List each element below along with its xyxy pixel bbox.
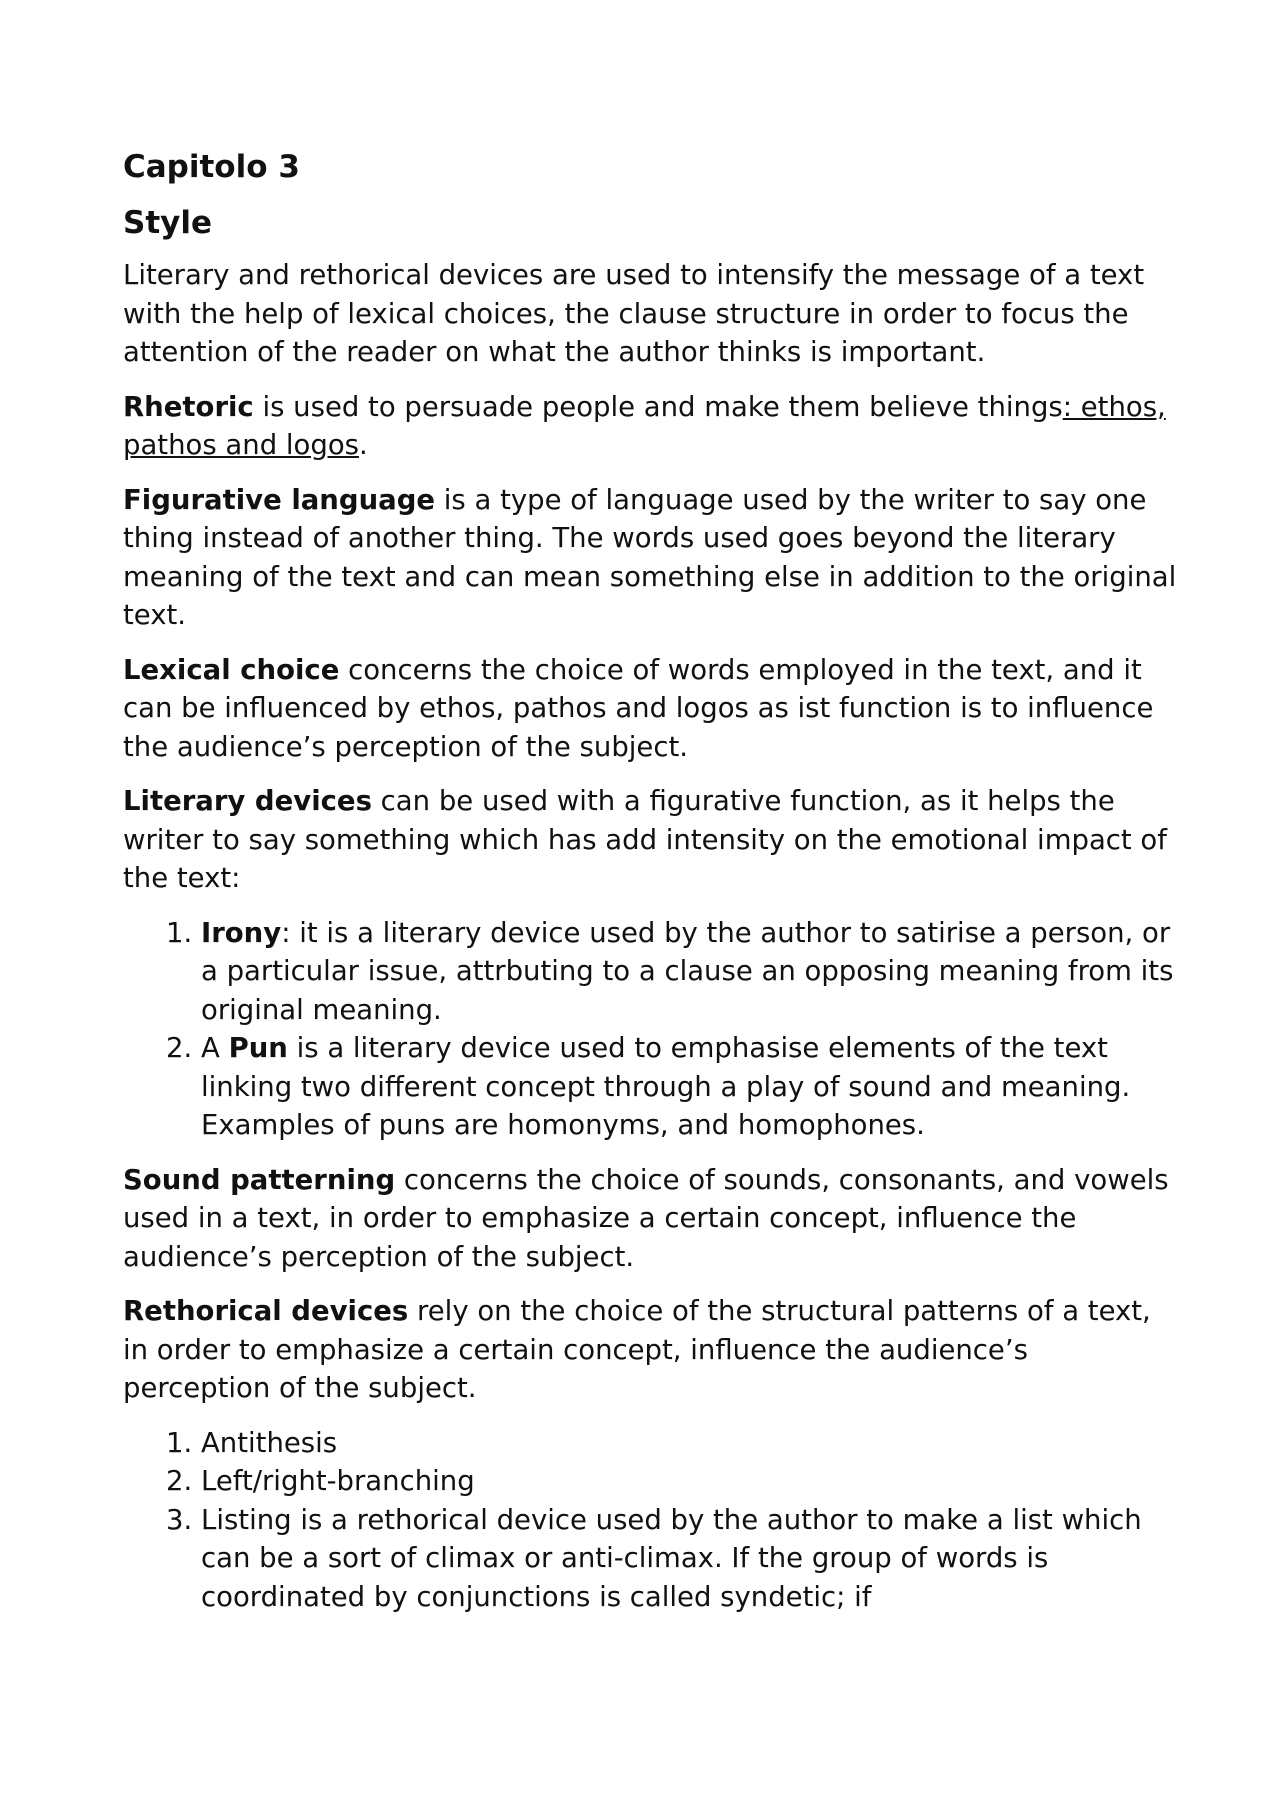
- intro-paragraph: Literary and rethorical devices are used to intensify the message of a text with the help of lexical choices, the clause structure in order to focus the attention of the reader on what the author thinks is important.: [123, 259, 1145, 368]
- sound-text: concerns the choice of sounds, consonants, and vowels used in a text, in order to emphasize a certain concept, influence the audience’s perception of the subject.: [123, 1163, 1169, 1273]
- section-title: Style: [123, 205, 213, 241]
- irony-term: Irony: [201, 916, 282, 949]
- lexical-text: concerns the choice of words employed in the text, and it can be influenced by ethos, pathos and logos as ist function is to influence the audience’s perception of the subject.: [123, 653, 1154, 763]
- sound-term: Sound patterning: [123, 1163, 396, 1196]
- rhetoric-end: .: [358, 429, 368, 461]
- rhetoric-text: is used to persuade people and make them believe things: [253, 390, 1063, 423]
- literary-term: Literary devices: [123, 785, 372, 817]
- list-item: 3. Listing is a rethorical device used by the author to make a list which can be a sort of climax or anti-climax. If the group of words is coordinated by conjunctions is called syndetic; if: [201, 1501, 1183, 1617]
- list-item: 2. A Pun is a literary device used to emphasise elements of the text linking two different concept through a play of sound and meaning. Examples of puns are homonyms, and homophones.: [201, 1029, 1183, 1145]
- document-page: [123, 148, 1183, 1632]
- rethorical-paragraph: [123, 1292, 1183, 1408]
- figurative-term: Figurative language: [123, 483, 436, 516]
- literary-devices-list: [123, 914, 1183, 1145]
- literary-text: can be used with a figurative function, as it helps the writer to say something which has add intensity on the emotional impact of the text:: [123, 785, 1167, 894]
- figurative-text: is a type of language used by the writer to say one thing instead of another thing. The words used goes beyond the literary meaning of the text and can mean something else in addition to the original text.: [123, 483, 1177, 631]
- figurative-paragraph: [123, 481, 1183, 635]
- sound-paragraph: [123, 1161, 1183, 1277]
- rethorical-text: rely on the choice of the structural patterns of a text, in order to emphasize a certain concept, influence the audience’s perception of the subject.: [123, 1295, 1151, 1404]
- chapter-heading: Capitolo 3: [123, 149, 300, 185]
- rethorical-term: Rethorical devices: [123, 1295, 409, 1327]
- list-item: 2. Left/right-branching: [201, 1462, 1183, 1501]
- rethorical-devices-list: [123, 1424, 1183, 1617]
- lexical-term: Lexical choice: [123, 653, 340, 686]
- list-item: 1. Antithesis: [201, 1424, 1183, 1463]
- literary-paragraph: [123, 782, 1183, 898]
- rhetoric-paragraph: [123, 388, 1183, 465]
- rhetoric-term: Rhetoric: [123, 390, 254, 423]
- rhetoric-underlined: : ethos, pathos and logos: [123, 390, 1166, 461]
- pun-term: Pun: [228, 1032, 288, 1064]
- list-item: 1. Irony: it is a literary device used by the author to satirise a person, or a particular issue, attrbuting to a clause an opposing meaning from its original meaning.: [201, 914, 1183, 1030]
- lexical-paragraph: [123, 651, 1183, 767]
